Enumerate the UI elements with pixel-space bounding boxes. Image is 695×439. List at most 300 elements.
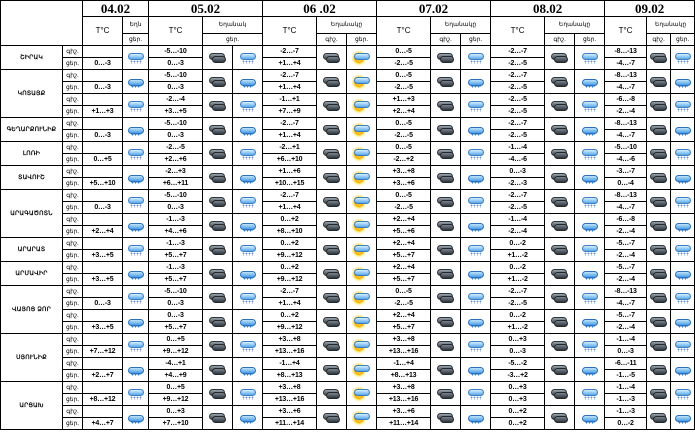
- snow-cloud-icon: [239, 101, 256, 111]
- snow-cloud-icon: [581, 245, 598, 255]
- overcast-cloud-icon: [323, 197, 340, 207]
- sun-cloud-icon: [353, 53, 370, 63]
- overcast-cloud-icon: [551, 245, 568, 255]
- rain-cloud-icon: [581, 221, 598, 231]
- weather-night-cell: [545, 382, 575, 406]
- temp-cell: [83, 142, 123, 154]
- temp-cell: -8…-13: [605, 118, 647, 130]
- overcast-cloud-icon: [650, 221, 667, 231]
- temp-cell: 0…-5: [377, 190, 431, 202]
- temp-cell: 0…-3: [605, 346, 647, 358]
- temp-cell: -1…-4: [491, 214, 545, 226]
- sun-cloud-icon: [353, 245, 370, 255]
- rain-cloud-icon: [581, 317, 598, 327]
- weather-day-cell: [347, 406, 377, 430]
- temp-header: T°C: [605, 17, 647, 46]
- rain-cloud-icon: [467, 77, 484, 87]
- overcast-cloud-icon: [650, 197, 667, 207]
- temp-cell: -4…-7: [605, 298, 647, 310]
- weather-night-cell: [203, 142, 233, 166]
- night-label: գիշ.: [63, 190, 83, 202]
- temp-cell: +2…+4: [377, 238, 431, 250]
- snow-cloud-icon: [127, 149, 144, 159]
- weather-cell: [123, 334, 149, 358]
- weather-night-cell: [317, 310, 347, 334]
- temp-cell: -2…-5: [377, 298, 431, 310]
- day-label: ցեր.: [63, 226, 83, 238]
- temp-cell: 0…+2: [491, 406, 545, 418]
- overcast-cloud-icon: [323, 173, 340, 183]
- snow-cloud-icon: [674, 293, 691, 303]
- weather-header: Եղանակ: [203, 17, 263, 34]
- weather-sub-night: գիշ.: [317, 34, 347, 46]
- rain-cloud-icon: [127, 317, 144, 327]
- weather-sub-day: ցեր.: [671, 34, 695, 46]
- region-name: ՎԱՅՈՑ ՁՈՐ: [1, 286, 63, 334]
- weather-day-cell: [671, 166, 695, 190]
- snow-cloud-icon: [467, 293, 484, 303]
- weather-day-cell: [347, 214, 377, 238]
- weather-night-cell: [545, 46, 575, 70]
- temp-cell: -2…+2: [377, 154, 431, 166]
- night-label: գիշ.: [63, 214, 83, 226]
- weather-night-cell: [545, 70, 575, 94]
- temp-cell: 0…-5: [377, 46, 431, 58]
- table-row: [1, 406, 695, 418]
- weather-cell: [123, 406, 149, 430]
- temp-cell: [83, 238, 123, 250]
- weather-day-cell: [461, 46, 491, 70]
- temp-cell: [83, 406, 123, 418]
- temp-cell: [83, 166, 123, 178]
- weather-cell: [123, 118, 149, 142]
- temp-header: T°C: [491, 17, 545, 46]
- overcast-cloud-icon: [551, 53, 568, 63]
- weather-cell: [123, 358, 149, 382]
- temp-cell: +3…+6: [377, 178, 431, 190]
- temp-cell: +3…+8: [263, 334, 317, 346]
- temp-cell: +3…+8: [377, 166, 431, 178]
- overcast-cloud-icon: [650, 341, 667, 351]
- weather-night-cell: [431, 406, 461, 430]
- snow-cloud-icon: [581, 53, 598, 63]
- weather-night-cell: [203, 238, 233, 262]
- temp-cell: +3…+5: [83, 274, 123, 286]
- overcast-cloud-icon: [650, 389, 667, 399]
- temp-cell: -6…-8: [605, 94, 647, 106]
- weather-day-cell: [575, 310, 605, 334]
- rain-cloud-icon: [467, 173, 484, 183]
- weather-day-cell: [575, 190, 605, 214]
- weather-day-cell: [233, 214, 263, 238]
- date-header: 07.02: [377, 1, 491, 17]
- temp-cell: +1…+4: [263, 298, 317, 310]
- temp-cell: -8…-13: [605, 46, 647, 58]
- temp-cell: -2…-4: [605, 250, 647, 262]
- temp-cell: -2…-5: [491, 202, 545, 214]
- temp-cell: -2…-5: [491, 94, 545, 106]
- temp-cell: +9…+12: [149, 346, 203, 358]
- weather-cell: [123, 70, 149, 94]
- overcast-cloud-icon: [551, 221, 568, 231]
- overcast-cloud-icon: [323, 53, 340, 63]
- day-label: ցեր.: [63, 250, 83, 262]
- overcast-cloud-icon: [209, 221, 226, 231]
- temp-cell: 0…-3: [83, 202, 123, 214]
- temp-cell: +4…+6: [149, 226, 203, 238]
- weather-night-cell: [431, 166, 461, 190]
- weather-day-cell: [671, 142, 695, 166]
- weather-night-cell: [545, 238, 575, 262]
- temp-cell: 0…+2: [263, 214, 317, 226]
- weather-day-cell: [671, 94, 695, 118]
- weather-day-cell: [233, 70, 263, 94]
- sun-cloud-icon: [353, 317, 370, 327]
- night-label: գիշ.: [63, 406, 83, 418]
- temp-cell: +3…+8: [377, 382, 431, 394]
- overcast-cloud-icon: [323, 245, 340, 255]
- weather-night-cell: [203, 262, 233, 286]
- weather-day-cell: [671, 334, 695, 358]
- temp-cell: -8…-13: [605, 70, 647, 82]
- weather-night-cell: [317, 70, 347, 94]
- table-row: [1, 358, 695, 370]
- temp-cell: 0…+5: [149, 382, 203, 394]
- rain-cloud-icon: [127, 173, 144, 183]
- weather-day-cell: [233, 286, 263, 310]
- snow-cloud-icon: [581, 149, 598, 159]
- weather-cell: [123, 94, 149, 118]
- weather-day-cell: [671, 70, 695, 94]
- weather-night-cell: [431, 310, 461, 334]
- weather-day-cell: [671, 190, 695, 214]
- temp-cell: 0…-3: [149, 58, 203, 70]
- weather-night-cell: [647, 142, 671, 166]
- weather-header: Եղանակը: [647, 17, 695, 34]
- weather-cell: [123, 262, 149, 286]
- weather-day-cell: [671, 214, 695, 238]
- rain-cloud-icon: [674, 413, 691, 423]
- weather-sub-night: գիշ.: [431, 34, 461, 46]
- weather-night-cell: [317, 382, 347, 406]
- snow-cloud-icon: [467, 197, 484, 207]
- table-row: [1, 46, 695, 58]
- temp-cell: -1…-3: [149, 214, 203, 226]
- weather-night-cell: [203, 358, 233, 382]
- temp-cell: 0…-2: [491, 310, 545, 322]
- weather-day-cell: [233, 118, 263, 142]
- temp-cell: +8…+13: [263, 370, 317, 382]
- weather-night-cell: [545, 286, 575, 310]
- weather-night-cell: [545, 310, 575, 334]
- weather-day-cell: [671, 406, 695, 430]
- overcast-cloud-icon: [209, 173, 226, 183]
- overcast-cloud-icon: [551, 149, 568, 159]
- night-label: գիշ.: [63, 286, 83, 298]
- weather-header: Եղն: [123, 17, 149, 34]
- sun-cloud-icon: [353, 125, 370, 135]
- weather-night-cell: [647, 334, 671, 358]
- weather-day-cell: [461, 286, 491, 310]
- temp-cell: +8…+12: [83, 394, 123, 406]
- temp-cell: -2…-7: [491, 190, 545, 202]
- temp-cell: -1…-3: [605, 406, 647, 418]
- rain-cloud-icon: [674, 173, 691, 183]
- temp-cell: [83, 310, 123, 322]
- temp-cell: -1…+1: [263, 94, 317, 106]
- overcast-cloud-icon: [209, 197, 226, 207]
- weather-day-cell: [347, 94, 377, 118]
- weather-night-cell: [431, 118, 461, 142]
- weather-night-cell: [647, 358, 671, 382]
- weather-sub-night: գիշ.: [545, 34, 575, 46]
- temp-cell: +10…+15: [263, 178, 317, 190]
- weather-day-cell: [671, 46, 695, 70]
- table-row: [1, 70, 695, 82]
- temp-cell: [83, 382, 123, 394]
- weather-night-cell: [431, 70, 461, 94]
- temp-cell: -3…+2: [491, 370, 545, 382]
- weather-day-cell: [347, 238, 377, 262]
- overcast-cloud-icon: [437, 293, 454, 303]
- day-label: ցեր.: [63, 178, 83, 190]
- overcast-cloud-icon: [209, 125, 226, 135]
- temp-cell: +9…+12: [263, 250, 317, 262]
- region-name: ԼՈՌԻ: [1, 142, 63, 166]
- rain-cloud-icon: [467, 221, 484, 231]
- weather-day-cell: [233, 406, 263, 430]
- temp-cell: +5…+7: [149, 274, 203, 286]
- weather-header: Եղանակը: [317, 17, 377, 34]
- weather-night-cell: [203, 118, 233, 142]
- weather-day-cell: [233, 190, 263, 214]
- weather-day-cell: [461, 334, 491, 358]
- snow-cloud-icon: [581, 293, 598, 303]
- weather-night-cell: [545, 406, 575, 430]
- weather-day-cell: [233, 94, 263, 118]
- weather-day-cell: [575, 214, 605, 238]
- overcast-cloud-icon: [437, 389, 454, 399]
- overcast-cloud-icon: [323, 341, 340, 351]
- snow-cloud-icon: [127, 389, 144, 399]
- temp-cell: +1…+3: [377, 94, 431, 106]
- weather-cell: [123, 166, 149, 190]
- weather-night-cell: [317, 214, 347, 238]
- overcast-cloud-icon: [551, 101, 568, 111]
- temp-cell: 0…+2: [263, 238, 317, 250]
- weather-day-cell: [575, 382, 605, 406]
- rain-cloud-icon: [581, 125, 598, 135]
- temp-cell: -2…-7: [491, 286, 545, 298]
- weather-night-cell: [647, 166, 671, 190]
- weather-day-cell: [671, 262, 695, 286]
- temp-cell: +5…+7: [149, 250, 203, 262]
- temp-cell: [83, 190, 123, 202]
- overcast-cloud-icon: [650, 269, 667, 279]
- region-name: ԱՐՄԱՎԻՐ: [1, 262, 63, 286]
- weather-day-cell: [671, 238, 695, 262]
- rain-cloud-icon: [467, 413, 484, 423]
- rain-cloud-icon: [127, 221, 144, 231]
- weather-day-cell: [461, 238, 491, 262]
- rain-cloud-icon: [467, 125, 484, 135]
- temp-cell: [83, 70, 123, 82]
- snow-cloud-icon: [127, 197, 144, 207]
- weather-night-cell: [545, 214, 575, 238]
- weather-night-cell: [317, 118, 347, 142]
- weather-day-cell: [347, 262, 377, 286]
- overcast-cloud-icon: [209, 149, 226, 159]
- overcast-cloud-icon: [323, 77, 340, 87]
- temp-cell: -2…-5: [377, 202, 431, 214]
- weather-day-cell: [347, 358, 377, 382]
- night-label: գիշ.: [63, 238, 83, 250]
- temp-cell: +4…+9: [149, 370, 203, 382]
- date-row: [1, 1, 695, 17]
- night-label: գիշ.: [63, 118, 83, 130]
- weather-night-cell: [317, 334, 347, 358]
- weather-night-cell: [545, 94, 575, 118]
- temp-cell: -2…-3: [491, 178, 545, 190]
- weather-day-cell: [575, 358, 605, 382]
- overcast-cloud-icon: [437, 53, 454, 63]
- temp-cell: +1…+4: [263, 130, 317, 142]
- temp-cell: -2…-7: [491, 70, 545, 82]
- weather-day-cell: [575, 94, 605, 118]
- overcast-cloud-icon: [323, 317, 340, 327]
- weather-day-cell: [233, 334, 263, 358]
- weather-night-cell: [203, 406, 233, 430]
- overcast-cloud-icon: [209, 53, 226, 63]
- rain-cloud-icon: [581, 173, 598, 183]
- snow-cloud-icon: [127, 341, 144, 351]
- temp-cell: +13…+16: [263, 394, 317, 406]
- temp-cell: -2…-5: [491, 82, 545, 94]
- temp-cell: 0…-3: [149, 130, 203, 142]
- temp-cell: +5…+7: [377, 274, 431, 286]
- region-name: ԳԵՂԱՐՔՈՒՆԻՔ: [1, 118, 63, 142]
- overcast-cloud-icon: [650, 365, 667, 375]
- night-label: գիշ.: [63, 262, 83, 274]
- weather-night-cell: [317, 94, 347, 118]
- temp-cell: -1…-5: [605, 370, 647, 382]
- weather-night-cell: [647, 214, 671, 238]
- temp-cell: 0…-3: [83, 82, 123, 94]
- temp-cell: +4…+7: [83, 418, 123, 430]
- snow-cloud-icon: [239, 197, 256, 207]
- temp-cell: -5…-10: [149, 118, 203, 130]
- overcast-cloud-icon: [650, 413, 667, 423]
- weather-day-cell: [671, 358, 695, 382]
- weather-night-cell: [647, 286, 671, 310]
- weather-sub-day: ցեր.: [461, 34, 491, 46]
- date-header: 05.02: [149, 1, 263, 17]
- table-row: [1, 286, 695, 298]
- temp-cell: +13…+16: [263, 346, 317, 358]
- sun-cloud-icon: [353, 269, 370, 279]
- temp-cell: -2…-5: [491, 106, 545, 118]
- weather-night-cell: [431, 262, 461, 286]
- rain-cloud-icon: [674, 77, 691, 87]
- night-label: գիշ.: [63, 166, 83, 178]
- temp-cell: 0…-3: [491, 346, 545, 358]
- weather-day-cell: [347, 118, 377, 142]
- temp-cell: +2…+7: [83, 370, 123, 382]
- rain-cloud-icon: [127, 77, 144, 87]
- weather-night-cell: [545, 358, 575, 382]
- weather-night-cell: [203, 190, 233, 214]
- temp-cell: -2…-7: [263, 70, 317, 82]
- snow-cloud-icon: [127, 53, 144, 63]
- rain-cloud-icon: [239, 77, 256, 87]
- temp-cell: 0…-3: [149, 202, 203, 214]
- weather-day-cell: [233, 310, 263, 334]
- temp-cell: +9…+12: [149, 394, 203, 406]
- temp-cell: -5…-10: [605, 142, 647, 154]
- snow-cloud-icon: [239, 341, 256, 351]
- overcast-cloud-icon: [551, 413, 568, 423]
- weather-day-cell: [575, 46, 605, 70]
- overcast-cloud-icon: [437, 125, 454, 135]
- weather-night-cell: [431, 94, 461, 118]
- weather-night-cell: [317, 406, 347, 430]
- sun-cloud-icon: [353, 365, 370, 375]
- night-label: գիշ.: [63, 46, 83, 58]
- temp-cell: -2…+3: [149, 166, 203, 178]
- temp-cell: 0…+3: [491, 334, 545, 346]
- overcast-cloud-icon: [323, 101, 340, 111]
- table-row: [1, 214, 695, 226]
- temp-cell: 0…+3: [149, 406, 203, 418]
- day-label: ցեր.: [63, 394, 83, 406]
- day-label: ցեր.: [63, 298, 83, 310]
- weather-night-cell: [647, 238, 671, 262]
- weather-sub-day: ցեր.: [123, 34, 149, 46]
- night-label: գիշ.: [63, 94, 83, 106]
- overcast-cloud-icon: [437, 413, 454, 423]
- temp-cell: -1…-3: [149, 262, 203, 274]
- weather-day-cell: [461, 142, 491, 166]
- weather-day-cell: [671, 286, 695, 310]
- temp-cell: -2…-5: [377, 130, 431, 142]
- weather-night-cell: [317, 358, 347, 382]
- weather-night-cell: [647, 190, 671, 214]
- weather-night-cell: [317, 262, 347, 286]
- rain-cloud-icon: [581, 269, 598, 279]
- overcast-cloud-icon: [209, 245, 226, 255]
- temp-cell: -5…-7: [605, 262, 647, 274]
- temp-cell: -4…-7: [605, 58, 647, 70]
- day-label: ցեր.: [63, 106, 83, 118]
- overcast-cloud-icon: [437, 341, 454, 351]
- temp-cell: +1…+4: [263, 58, 317, 70]
- table-row: [1, 310, 695, 322]
- weather-day-cell: [461, 70, 491, 94]
- rain-cloud-icon: [467, 317, 484, 327]
- rain-cloud-icon: [127, 413, 144, 423]
- weather-sub-day: ցեր.: [575, 34, 605, 46]
- weather-night-cell: [545, 166, 575, 190]
- region-name: ԱՐԱՐԱՏ: [1, 238, 63, 262]
- temp-cell: +1…+4: [263, 82, 317, 94]
- temp-cell: -1…+4: [377, 358, 431, 370]
- overcast-cloud-icon: [551, 125, 568, 135]
- weather-cell: [123, 238, 149, 262]
- weather-day-cell: [233, 142, 263, 166]
- weather-day-cell: [671, 382, 695, 406]
- temp-cell: -6…-8: [605, 214, 647, 226]
- snow-cloud-icon: [674, 245, 691, 255]
